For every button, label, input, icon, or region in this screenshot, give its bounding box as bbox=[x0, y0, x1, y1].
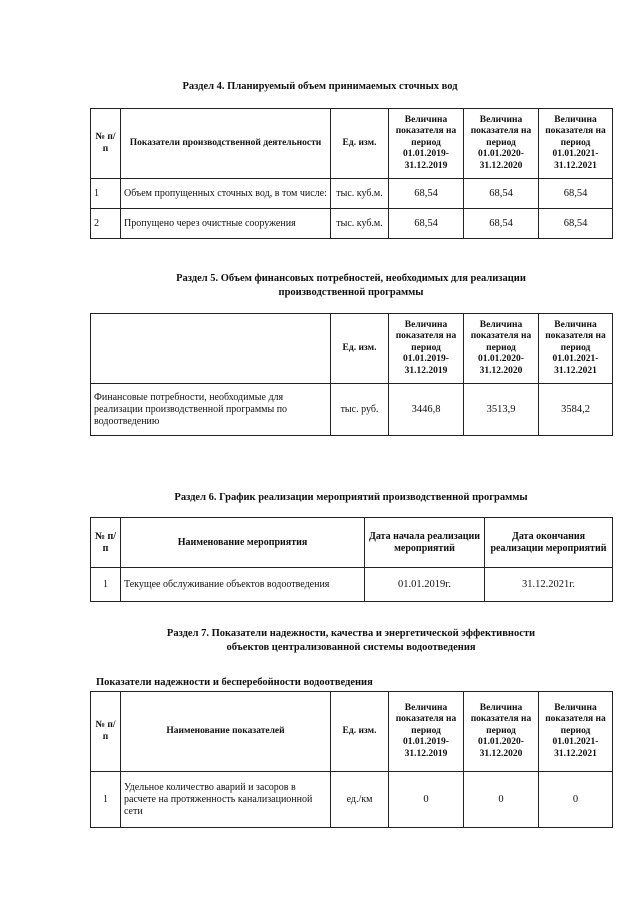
row-unit: тыс. куб.м. bbox=[331, 209, 389, 239]
row-value-2020: 68,54 bbox=[464, 209, 539, 239]
row-start-date: 01.01.2019г. bbox=[365, 568, 485, 602]
table-row bbox=[91, 209, 613, 239]
col-2019-header: Величина показателя на период 01.01.2019-31.12.2019 bbox=[389, 314, 464, 384]
section-7-subtitle: Показатели надежности и бесперебойности водоотведения bbox=[96, 677, 373, 688]
row-unit: ед./км bbox=[331, 772, 389, 828]
row-value-2019: 3446,8 bbox=[389, 384, 464, 436]
row-value-2021: 3584,2 bbox=[539, 384, 613, 436]
section-6-title: Раздел 6. График реализации мероприятий производственной программы bbox=[174, 492, 528, 503]
section-5-table bbox=[90, 313, 613, 436]
col-name-header: Наименование мероприятия bbox=[121, 518, 365, 568]
col-indicator-header: Показатели производственной деятельности bbox=[121, 109, 331, 179]
row-name: Объем пропущенных сточных вод, в том числе: bbox=[121, 179, 331, 209]
row-name: Текущее обслуживание объектов водоотведения bbox=[121, 568, 365, 602]
row-unit: тыс. руб. bbox=[331, 384, 389, 436]
col-2020-header: Величина показателя на период 01.01.2020-31.12.2020 bbox=[464, 692, 539, 772]
section-4-title: Раздел 4. Планируемый объем принимаемых сточных вод bbox=[182, 81, 458, 92]
col-name-header: Наименование показателей bbox=[121, 692, 331, 772]
row-value-2021: 0 bbox=[539, 772, 613, 828]
col-unit-header: Ед. изм. bbox=[331, 109, 389, 179]
table-row bbox=[91, 772, 613, 828]
row-name: Удельное количество аварий и засоров в расчете на протяженность канализационной сети bbox=[121, 772, 331, 828]
section-7-title-line1: Раздел 7. Показатели надежности, качества и энергетической эффективности bbox=[166, 628, 536, 639]
row-value-2020: 0 bbox=[464, 772, 539, 828]
section-4-table bbox=[90, 108, 613, 239]
row-value-2020: 68,54 bbox=[464, 179, 539, 209]
col-2019-header: Величина показателя на период 01.01.2019-31.12.2019 bbox=[389, 692, 464, 772]
col-2019-header: Величина показателя на период 01.01.2019-31.12.2019 bbox=[389, 109, 464, 179]
row-value-2020: 3513,9 bbox=[464, 384, 539, 436]
row-value-2019: 0 bbox=[389, 772, 464, 828]
section-7-table bbox=[90, 691, 613, 828]
col-empty-header bbox=[91, 314, 331, 384]
row-value-2019: 68,54 bbox=[389, 209, 464, 239]
section-5-title-line1: Раздел 5. Объем финансовых потребностей, необходимых для реализации bbox=[176, 273, 526, 284]
section-5-title-line2: производственной программы bbox=[278, 287, 424, 298]
col-num-header: № п/п bbox=[91, 518, 121, 568]
table-row bbox=[91, 568, 613, 602]
col-start-header: Дата начала реализации мероприятий bbox=[365, 518, 485, 568]
row-value-2021: 68,54 bbox=[539, 209, 613, 239]
col-num-header: № п/п bbox=[91, 692, 121, 772]
row-end-date: 31.12.2021г. bbox=[485, 568, 613, 602]
col-2020-header: Величина показателя на период 01.01.2020-31.12.2020 bbox=[464, 109, 539, 179]
col-2021-header: Величина показателя на период 01.01.2021-31.12.2021 bbox=[539, 109, 613, 179]
row-num: 1 bbox=[91, 568, 121, 602]
col-2021-header: Величина показателя на период 01.01.2021-31.12.2021 bbox=[539, 692, 613, 772]
row-value-2021: 68,54 bbox=[539, 179, 613, 209]
col-unit-header: Ед. изм. bbox=[331, 692, 389, 772]
section-7-title-line2: объектов централизованной системы водоотведения bbox=[226, 642, 476, 653]
col-2021-header: Величина показателя на период 01.01.2021-31.12.2021 bbox=[539, 314, 613, 384]
row-num: 2 bbox=[91, 209, 121, 239]
row-num: 1 bbox=[91, 179, 121, 209]
table-row bbox=[91, 179, 613, 209]
row-name: Финансовые потребности, необходимые для реализации производственной программы по водоотведению bbox=[91, 384, 331, 436]
col-end-header: Дата окончания реализации мероприятий bbox=[485, 518, 613, 568]
row-name: Пропущено через очистные сооружения bbox=[121, 209, 331, 239]
row-unit: тыс. куб.м. bbox=[331, 179, 389, 209]
col-2020-header: Величина показателя на период 01.01.2020-31.12.2020 bbox=[464, 314, 539, 384]
col-num-header: № п/п bbox=[91, 109, 121, 179]
row-num: 1 bbox=[91, 772, 121, 828]
table-row bbox=[91, 384, 613, 436]
section-6-table bbox=[90, 517, 613, 602]
row-value-2019: 68,54 bbox=[389, 179, 464, 209]
col-unit-header: Ед. изм. bbox=[331, 314, 389, 384]
